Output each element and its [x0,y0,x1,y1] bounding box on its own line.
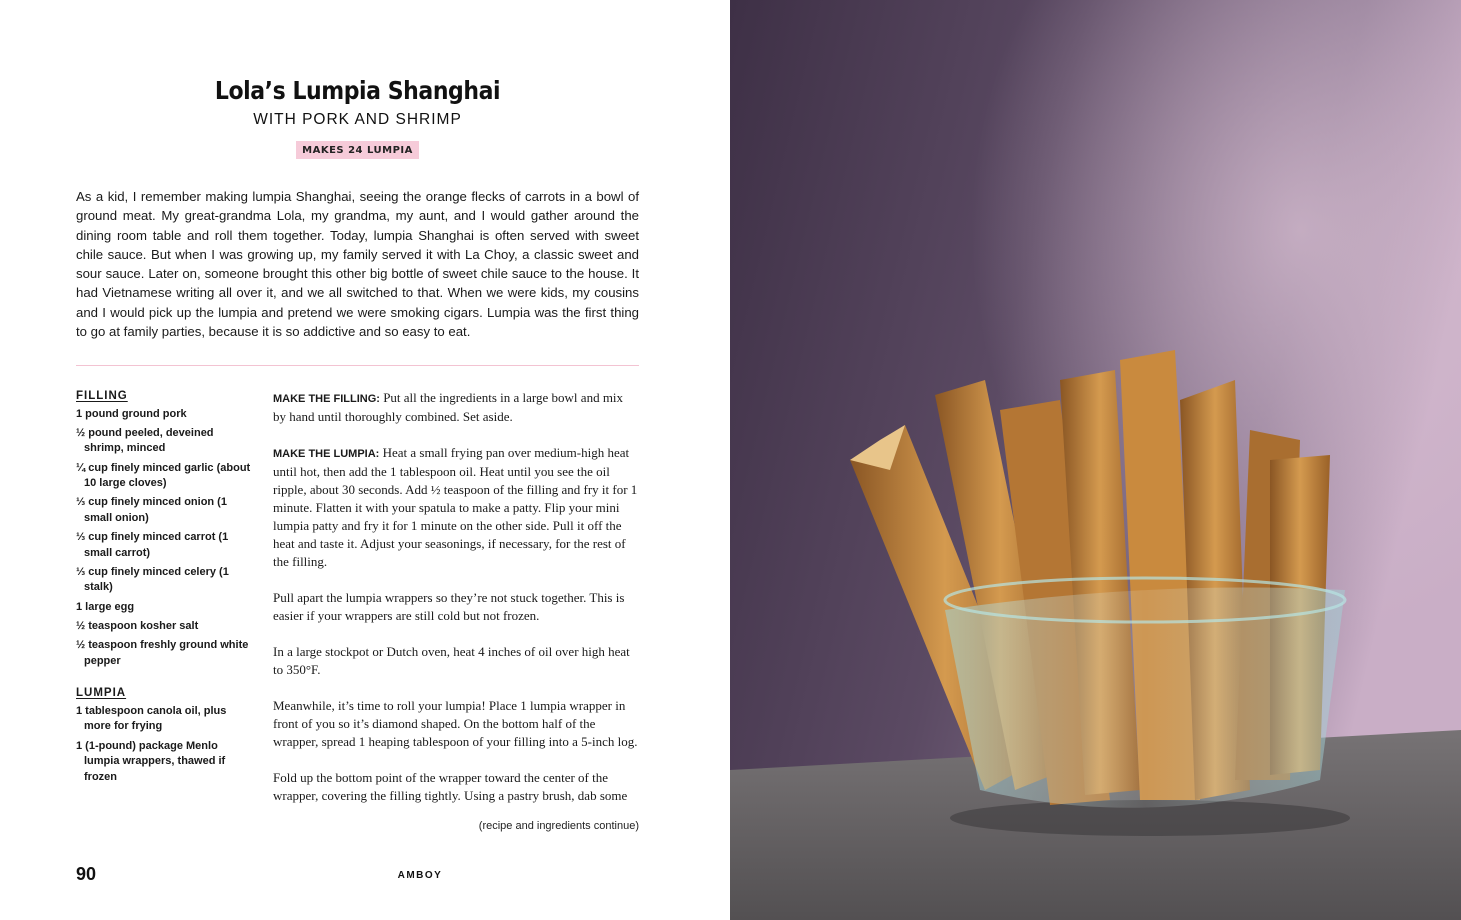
lumpia-photo-illustration [730,0,1461,920]
filling-heading: FILLING [76,390,128,402]
ingredient-item: 1 pound ground pork [76,407,187,420]
step-label: MAKE THE FILLING: [273,393,380,405]
continue-note: (recipe and ingredients continue) [478,820,639,832]
page-number: 90 [76,864,97,884]
ingredient-item: ½ teaspoon freshly ground white pepper [76,639,249,667]
left-page [0,0,730,920]
ingredient-item: 1 large egg [76,600,135,613]
method-step-lumpia [273,444,639,571]
recipe-intro: As a kid, I remember making lumpia Shanghai, seeing the orange flecks of carrots in a bowl of ground meat. My great-grandma Lola, my grandma, my aunt, and I would gather around the dining room table and roll them together. Today, lumpia Shanghai is often served with sweet chile sauce. But when I was growing up, my family served it with La Choy, a classic sweet and sour sauce. Later on, someone brought this other big bottle of sweet chile sauce to the house. It had Vietnamese writing all over it, and we all switched to that. When we were kids, my cousins and I would pick up the lumpia and pretend we were smoking cigars. Lumpia was the first thing to go at family parties, because it is so addictive and so easy to eat. [76,189,639,340]
running-head: AMBOY [397,870,443,881]
food-photo [730,0,1461,920]
ingredient-item: 1 tablespoon canola oil, plus more for frying [76,704,227,733]
step-text: Put all the ingredients in a large bowl and mix by hand until thoroughly combined. Set aside. [273,390,624,424]
method-paragraph: Fold up the bottom point of the wrapper toward the center of the wrapper, covering the filling tightly. Using a pastry brush, dab some [273,770,628,803]
step-text: Heat a small frying pan over medium-high heat until hot, then add the 1 tablespoon oil. Heat until you see the oil ripple, about 30 seconds. Add ½ teaspoon of the filling and fry it for 1 minute. Flatten it with your spatula to make a patty. Flip your mini lumpia patty and fry it for 1 minute on the other side. Pull it off the heat and taste it. Adjust your seasonings, if necessary, for the rest of the filling. [273,445,638,569]
yield-container [76,140,639,159]
lumpia-heading: LUMPIA [76,687,127,700]
ingredient-item: ½ pound peeled, deveined shrimp, minced [76,426,214,455]
recipe-title: Lola’s Lumpia Shanghai [214,76,501,105]
step-label: MAKE THE LUMPIA: [273,448,380,460]
lumpia-ingredients [76,704,251,785]
ingredient-item: ½ teaspoon kosher salt [76,620,199,633]
ingredient-item: ⅓ cup finely minced celery (1 stalk) [76,565,229,594]
method-step-filling [273,389,639,426]
method-paragraph: Pull apart the lumpia wrappers so they’re not stuck together. This is easier if your wrappers are still cold but not frozen. [273,590,625,623]
method-paragraph: Meanwhile, it’s time to roll your lumpia! Place 1 lumpia wrapper in front of you so it’s diamond shaped. On the bottom half of the wrapper, spread 1 heaping tablespoon of your filling into a 5-inch log. [273,698,638,749]
yield-badge: MAKES 24 LUMPIA [296,141,419,159]
ingredient-item: ⅓ cup finely minced carrot (1 small carrot) [76,531,229,559]
ingredient-item: 1 (1-pound) package Menlo lumpia wrappers, thawed if frozen [76,739,226,783]
method-column [273,389,639,823]
ingredient-list [76,389,251,789]
method-paragraph: In a large stockpot or Dutch oven, heat 4 inches of oil over high heat to 350°F. [273,644,630,677]
filling-ingredients [76,407,251,670]
divider [76,365,639,366]
recipe-subtitle: WITH PORK AND SHRIMP [253,111,462,128]
ingredient-item: ¼ cup finely minced garlic (about 10 large cloves) [76,461,251,490]
ingredient-item: ⅓ cup finely minced onion (1 small onion) [76,496,227,524]
